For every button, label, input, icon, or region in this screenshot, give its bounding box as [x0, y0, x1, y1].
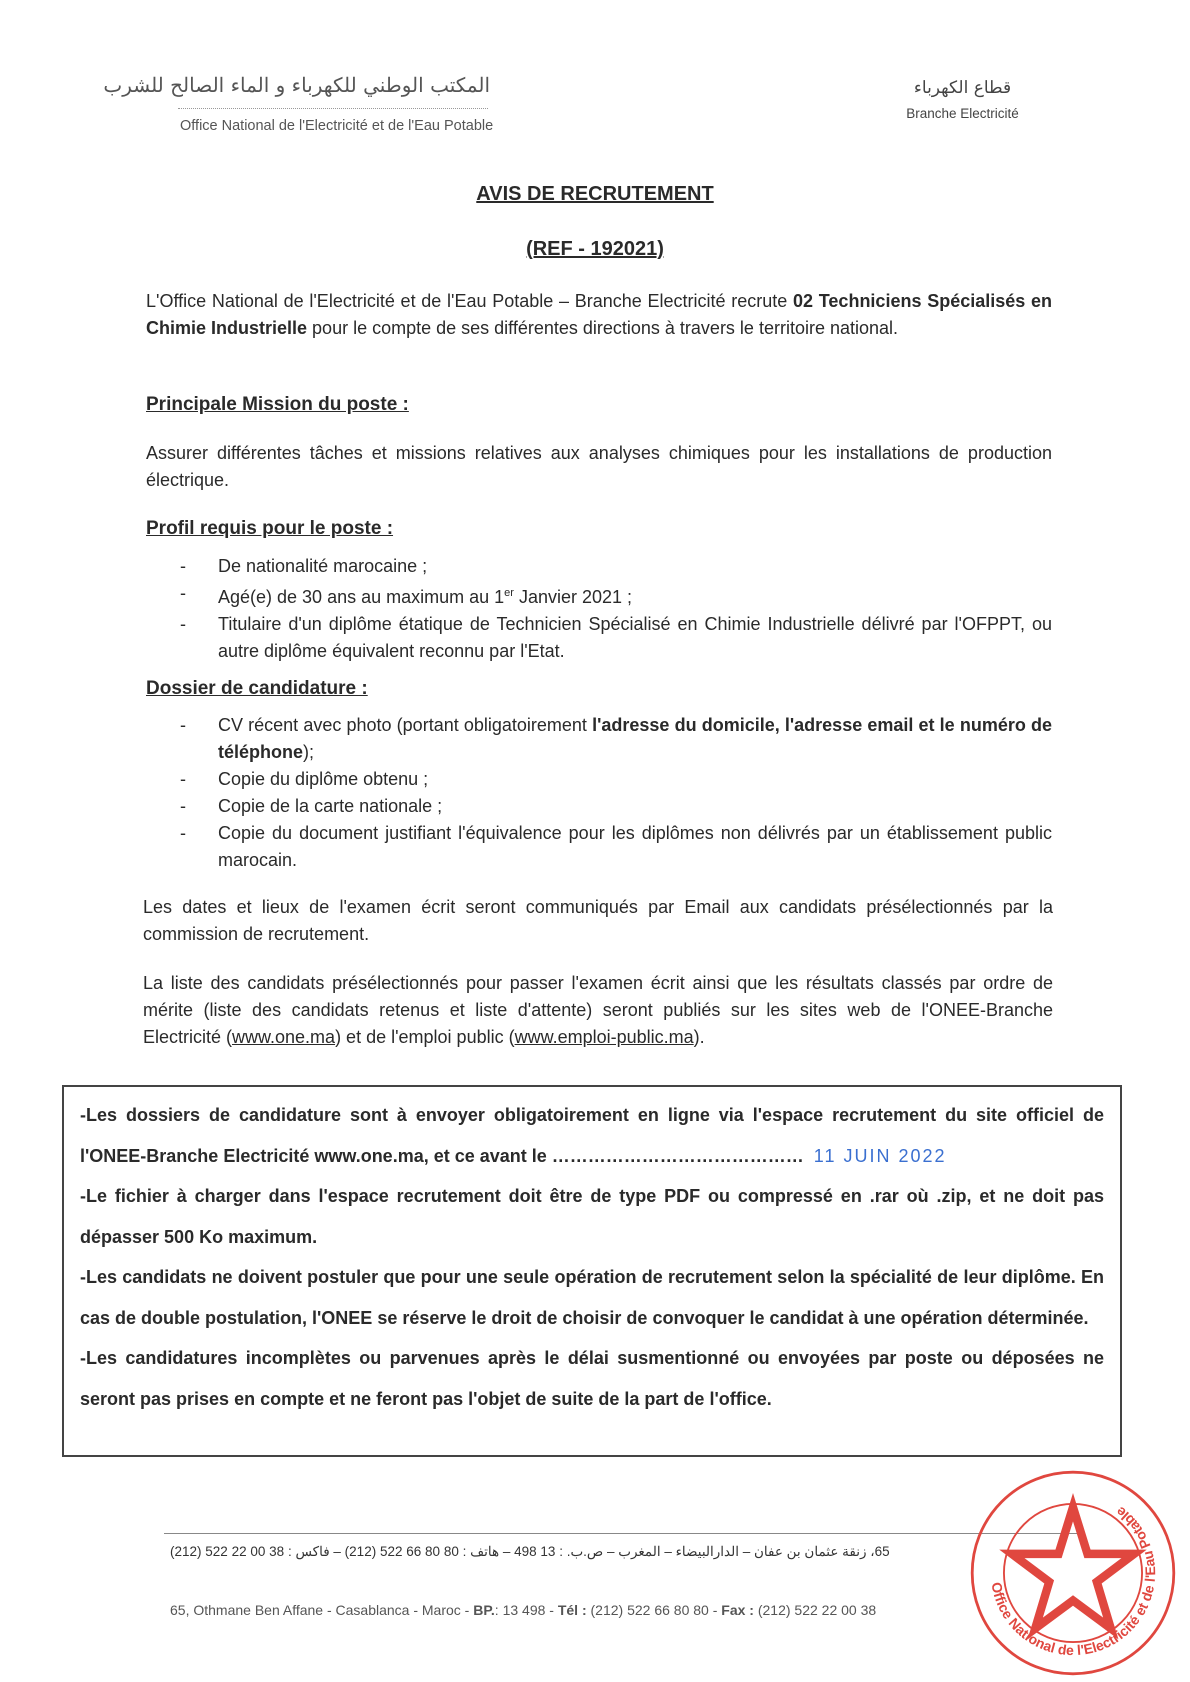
important-notice-box	[62, 1085, 1122, 1457]
item-text-end: );	[303, 742, 315, 762]
text: ) et de l'emploi public (	[335, 1027, 515, 1047]
results-paragraph	[143, 970, 1053, 1051]
intro-text: L'Office National de l'Electricité et de l'Eau Potable – Branche Electricité recrute	[146, 291, 794, 311]
item-bold: l'adresse du domicile, l'adresse email et le numéro de téléphone	[218, 715, 1052, 762]
notice-line: -Les candidatures incomplètes ou parvenues après le délai susmentionné ou envoyées par poste ou déposées ne seront pas prises en compte et ne feront pas l'objet de suite de la part de l'office.	[80, 1348, 1104, 1409]
label: Tél :	[557, 1602, 587, 1618]
official-stamp-icon	[968, 1468, 1178, 1678]
list-item: - De nationalité marocaine ;	[146, 553, 1052, 580]
label: BP.	[473, 1602, 495, 1618]
superscript: er	[504, 587, 514, 599]
intro-bold: 02 Techniciens Spécialisés en Chimie Industrielle	[146, 291, 1052, 338]
profil-heading: Profil requis pour le poste :	[146, 518, 394, 539]
branch-arabic: قطاع الكهرباء	[913, 78, 1012, 98]
one-link[interactable]: www.one.ma	[232, 1027, 336, 1047]
list-item	[146, 580, 1052, 611]
notice-line: -Les candidats ne doivent postuler que pour une seule opération de recrutement selon la spécialité de leur diplôme. En cas de double postulation, l'ONEE se réserve le droit de choisir de convoquer le candidat à une opération déterminée.	[80, 1267, 1104, 1328]
text: ).	[693, 1027, 705, 1047]
date-stamp: 11 JUIN 2022	[813, 1145, 947, 1166]
intro-text-end: pour le compte de ses différentes directions à travers le territoire national.	[307, 318, 899, 338]
footer-divider	[164, 1533, 1084, 1534]
list-item	[146, 712, 1052, 766]
header-divider	[178, 108, 488, 109]
reference: (REF - 192021)	[526, 238, 664, 260]
list-item: - Copie de la carte nationale ;	[146, 793, 1052, 820]
list-item: - Titulaire d'un diplôme étatique de Technicien Spécialisé en Chimie Industrielle délivré par l'OFPPT, ou autre diplôme équivalent reconnu par l'Etat.	[146, 611, 1052, 665]
exam-paragraph: Les dates et lieux de l'examen écrit seront communiqués par Email aux candidats présélectionnés par la commission de recrutement.	[143, 897, 1053, 944]
org-name-french: Office National de l'Electricité et de l'Eau Potable	[180, 118, 494, 134]
mission-heading: Principale Mission du poste :	[146, 394, 409, 415]
notice-line: -Le fichier à charger dans l'espace recrutement doit être de type PDF ou compressé en .rar où .zip, et ne doit pas dépasser 500 Ko maximum.	[80, 1186, 1104, 1247]
notice-text: -Les dossiers de candidature sont à envoyer obligatoirement en ligne via l'espace recrutement du site officiel de l'ONEE-Branche Electricité www.one.ma, et ce avant le ……………………………………	[80, 1105, 1104, 1166]
stamp-text: Office National de l'Electricité et de l'Eau Potable	[988, 1503, 1159, 1659]
text: : 13 498 -	[494, 1602, 558, 1618]
text: La liste des candidats présélectionnés pour passer l'examen écrit ainsi que les résultats classés par ordre de mérite (liste des candidats retenus et liste d'attente) seront publiés sur les sites web de l'ONEE-Branche Electricité (	[143, 973, 1053, 1047]
item-text: Agé(e) de 30 ans au maximum au 1	[218, 587, 505, 607]
mission-text: Assurer différentes tâches et missions relatives aux analyses chimiques pour les installations de production électrique.	[146, 443, 1052, 490]
footer-address-arabic: 65، زنقة عثمان بن عفان – الدارالبيضاء – المغرب – ص.ب. : 13 498 – هاتف : 80 80 66 522 (212) – فاكس : 38 00 22 522 (212)	[170, 1544, 890, 1559]
branch-french: Branche Electricité	[906, 106, 1019, 121]
svg-text:Office National de l'Electrici	[988, 1504, 1158, 1659]
text: (212) 522 22 00 38	[753, 1602, 877, 1618]
text: 65, Othmane Ben Affane - Casablanca - Maroc -	[170, 1602, 474, 1618]
notice-line	[80, 1095, 1104, 1176]
footer-address-french	[170, 1602, 876, 1618]
text: (212) 522 66 80 80 -	[586, 1602, 722, 1618]
item-text-end: Janvier 2021 ;	[513, 587, 633, 607]
org-name-arabic: المكتب الوطني للكهرباء و الماء الصالح للشرب	[103, 73, 490, 97]
dossier-heading: Dossier de candidature :	[146, 678, 368, 699]
item-text: CV récent avec photo (portant obligatoirement	[218, 715, 593, 735]
list-item: - Copie du diplôme obtenu ;	[146, 766, 1052, 793]
intro-paragraph	[146, 288, 1052, 342]
label: Fax :	[721, 1602, 754, 1618]
list-item: - Copie du document justifiant l'équivalence pour les diplômes non délivrés par un établissement public marocain.	[146, 820, 1052, 874]
emploi-public-link[interactable]: www.emploi-public.ma	[514, 1027, 694, 1047]
page-title: AVIS DE RECRUTEMENT	[476, 183, 714, 205]
dossier-list	[146, 712, 1052, 874]
profil-list	[146, 553, 1052, 665]
